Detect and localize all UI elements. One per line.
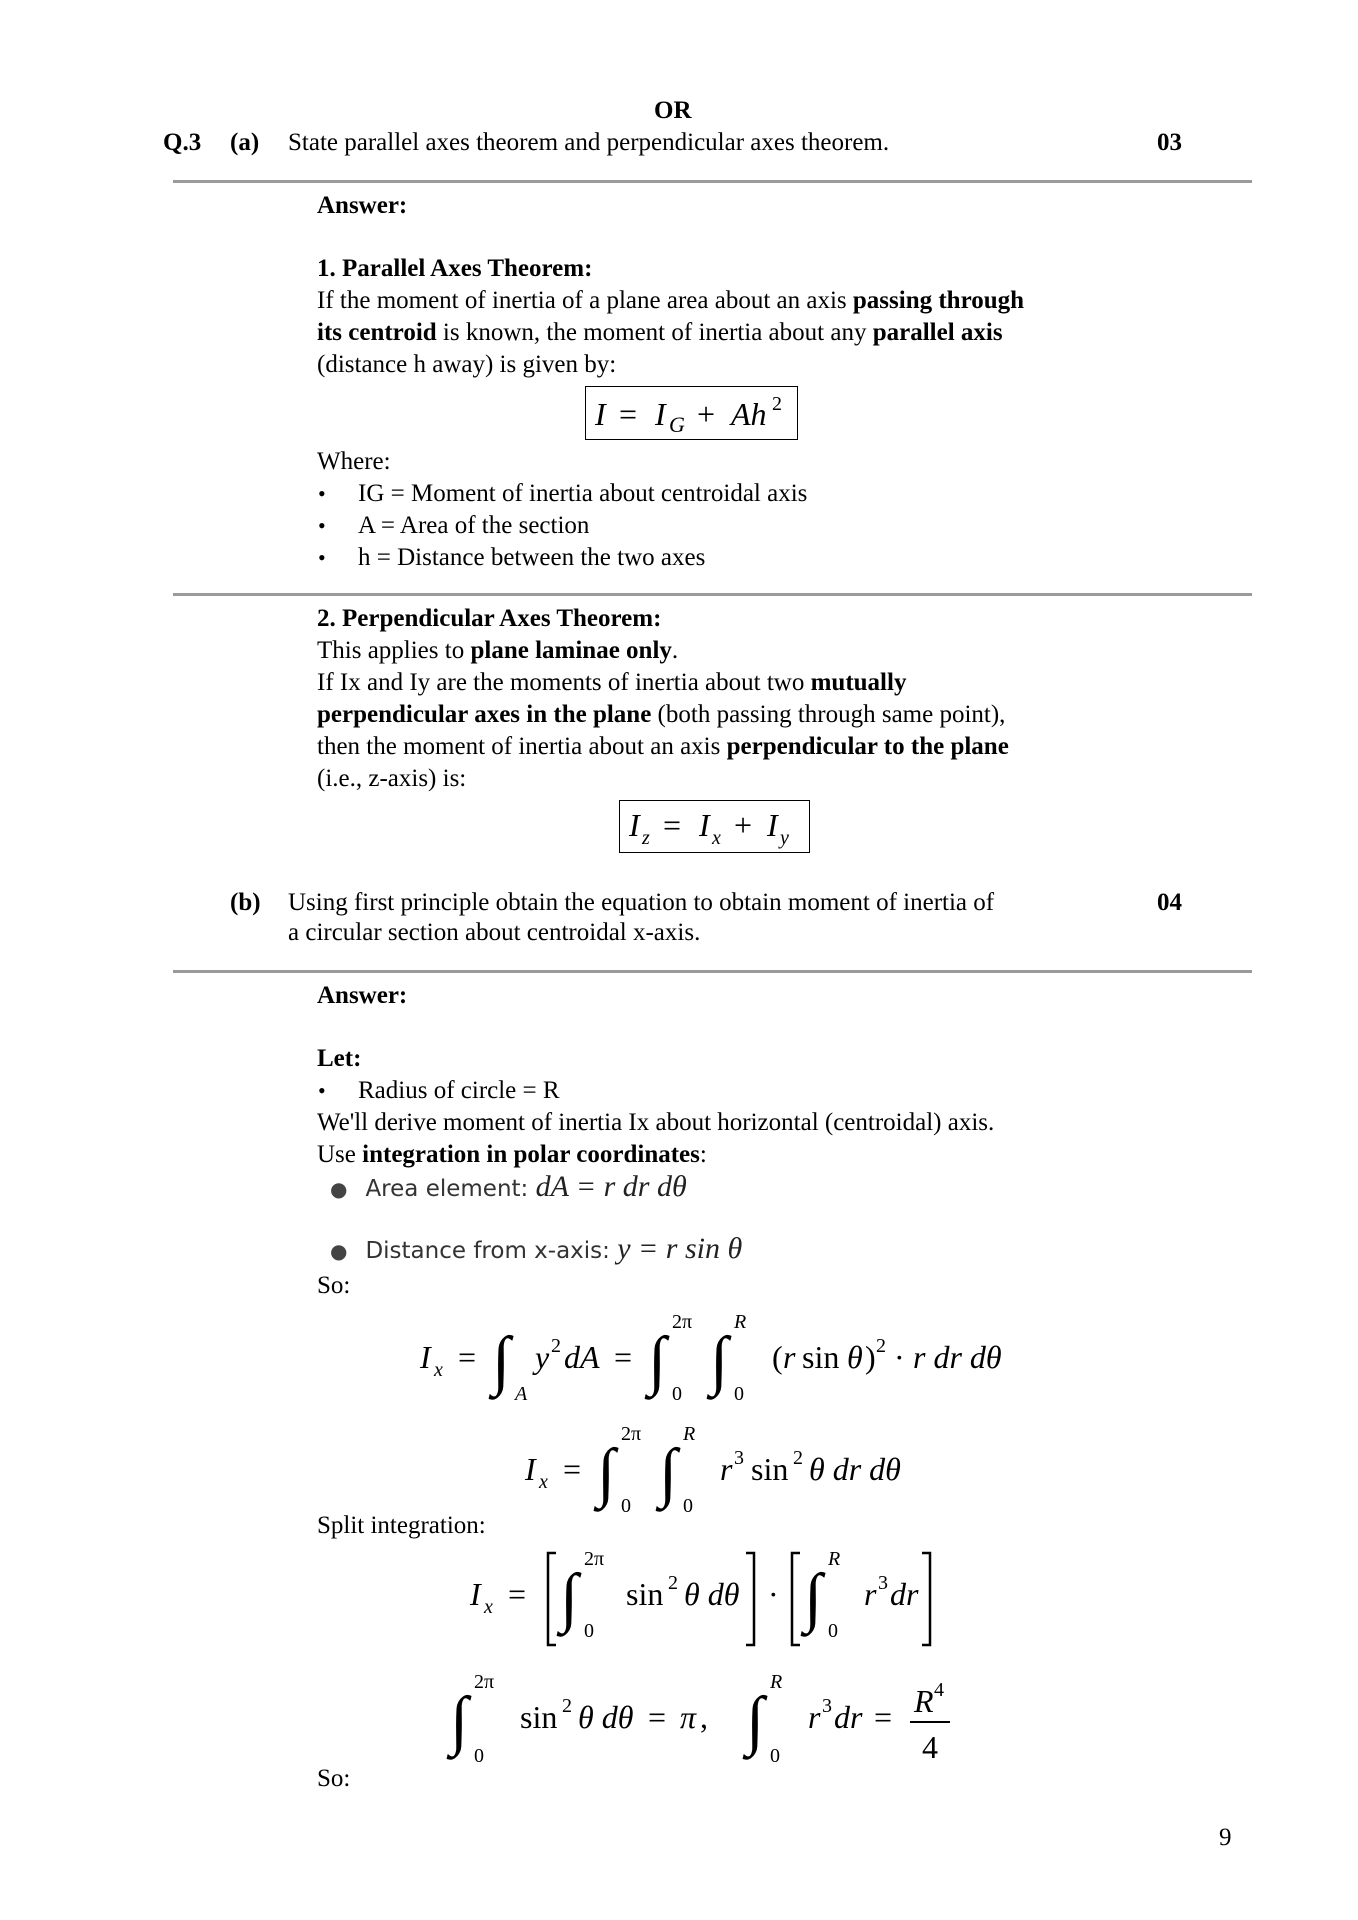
parallel-line-2-bold: its centroid — [317, 319, 437, 346]
perpendicular-line-1-bold: plane laminae only — [470, 637, 672, 664]
svg-text:=: = — [619, 396, 638, 432]
svg-text:=: = — [663, 807, 682, 843]
distance-item — [330, 1232, 742, 1266]
svg-text:sin: sin — [802, 1339, 840, 1375]
svg-text:R: R — [683, 1423, 696, 1445]
svg-text:=: = — [874, 1699, 893, 1735]
perpendicular-formula — [619, 800, 811, 854]
part-a-question: State parallel axes theorem and perpendicular axes theorem. — [288, 129, 890, 156]
svg-text:dr: dr — [834, 1699, 863, 1735]
question-number: Q.3 — [163, 129, 202, 156]
perpendicular-line-3-text: (both passing through same point), — [651, 701, 1006, 728]
svg-text:x: x — [484, 1596, 493, 1618]
svg-text:2: 2 — [793, 1447, 803, 1469]
svg-text:0: 0 — [621, 1495, 631, 1517]
svg-text:2π: 2π — [621, 1423, 642, 1445]
svg-text:∫: ∫ — [597, 1436, 616, 1509]
area-element-item — [330, 1170, 687, 1204]
bullet-dot: • — [318, 545, 326, 570]
derive-line: We'll derive moment of inertia Ix about horizontal (centroidal) axis. — [317, 1109, 995, 1136]
where-item-1: IG = Moment of inertia about centroidal axis — [358, 480, 808, 507]
svg-text:x: x — [434, 1359, 443, 1381]
perpendicular-line-2-text: If Ix and Iy are the moments of inertia about two — [317, 669, 811, 696]
svg-text:∫: ∫ — [746, 1684, 765, 1757]
bullet-dot: ● — [330, 1177, 348, 1201]
svg-text:·: · — [768, 1576, 779, 1612]
svg-text:sin: sin — [520, 1699, 558, 1735]
svg-text:I: I — [629, 807, 640, 843]
parallel-formula — [585, 386, 799, 441]
bullet-dot: • — [318, 1078, 326, 1103]
svg-text:+: + — [697, 396, 716, 432]
divider-3 — [173, 970, 1252, 973]
svg-text:∫: ∫ — [648, 1324, 667, 1397]
svg-text:x: x — [712, 827, 721, 849]
page-number: 9 — [1219, 1824, 1232, 1851]
svg-text:r: r — [783, 1339, 796, 1375]
svg-text:+: + — [734, 807, 753, 843]
divider-2 — [173, 593, 1252, 596]
perpendicular-line-1-text: This applies to — [317, 637, 471, 664]
use-line — [317, 1139, 707, 1171]
svg-text:): ) — [865, 1339, 876, 1375]
svg-text:I: I — [767, 807, 778, 843]
svg-text:A: A — [515, 1383, 528, 1405]
svg-text:R: R — [828, 1548, 841, 1570]
area-element-label: Area element: — [365, 1176, 536, 1202]
svg-text:I: I — [525, 1451, 536, 1487]
svg-text:=: = — [614, 1339, 633, 1375]
parallel-line-1-bold: passing through — [852, 287, 1025, 314]
svg-text:4: 4 — [934, 1679, 944, 1701]
distance-math: y = r sin θ — [617, 1232, 743, 1265]
svg-text:,: , — [700, 1699, 708, 1735]
svg-text:π: π — [680, 1699, 697, 1735]
perpendicular-line-4-text: then the moment of inertia about an axis — [317, 733, 727, 760]
equation-ix-simplified — [515, 1412, 935, 1522]
svg-text:0: 0 — [683, 1495, 693, 1517]
svg-text:2: 2 — [668, 1572, 678, 1594]
perpendicular-title: 2. Perpendicular Axes Theorem: — [317, 605, 662, 632]
so-label-1: So: — [317, 1272, 351, 1299]
svg-text:Ah: Ah — [731, 396, 767, 432]
svg-text:θ: θ — [847, 1339, 863, 1375]
svg-text:y: y — [535, 1339, 550, 1375]
svg-text:3: 3 — [734, 1447, 744, 1469]
svg-text:∫: ∫ — [450, 1684, 469, 1757]
use-line-end: : — [699, 1141, 707, 1168]
svg-text:dr: dr — [890, 1576, 919, 1612]
svg-text:0: 0 — [672, 1383, 682, 1405]
bullet-dot: ● — [330, 1239, 348, 1263]
svg-text:(: ( — [772, 1339, 783, 1375]
parallel-title: 1. Parallel Axes Theorem: — [317, 255, 593, 282]
svg-text:r: r — [720, 1451, 733, 1487]
svg-text:R: R — [770, 1671, 783, 1693]
svg-text:∫: ∫ — [659, 1436, 678, 1509]
svg-text:2π: 2π — [672, 1311, 693, 1333]
equation-ix-integral — [410, 1300, 1030, 1410]
svg-text:I: I — [699, 807, 710, 843]
perpendicular-line-1-end: . — [671, 637, 679, 664]
bullet-dot: • — [318, 513, 326, 538]
let-heading: Let: — [317, 1045, 362, 1072]
svg-text:∫: ∫ — [492, 1324, 511, 1397]
svg-text:θ dr dθ: θ dr dθ — [809, 1451, 901, 1487]
svg-text:0: 0 — [734, 1383, 744, 1405]
svg-text:G: G — [669, 412, 685, 437]
svg-text:θ dθ: θ dθ — [578, 1699, 634, 1735]
svg-text:y: y — [780, 827, 789, 849]
svg-text:0: 0 — [770, 1745, 780, 1767]
svg-text:r: r — [808, 1699, 821, 1735]
svg-text:0: 0 — [474, 1745, 484, 1767]
svg-text:z: z — [642, 827, 650, 849]
svg-text:4: 4 — [922, 1729, 938, 1765]
answer-a-heading: Answer: — [317, 192, 408, 219]
svg-text:=: = — [458, 1339, 477, 1375]
svg-text:I: I — [470, 1576, 481, 1612]
split-integration-label: Split integration: — [317, 1512, 486, 1539]
part-a-label: (a) — [230, 129, 260, 156]
svg-text:I: I — [595, 396, 606, 432]
svg-text:∫: ∫ — [560, 1561, 579, 1634]
parallel-line-2-text: is known, the moment of inertia about any — [436, 319, 873, 346]
svg-text:=: = — [508, 1576, 527, 1612]
use-line-text: Use — [317, 1141, 363, 1168]
svg-text:r: r — [864, 1576, 877, 1612]
where-label: Where: — [317, 448, 391, 475]
parallel-line-2 — [317, 317, 1003, 349]
use-line-bold: integration in polar coordinates — [362, 1141, 700, 1168]
bullet-dot: • — [318, 481, 326, 506]
svg-text:dA: dA — [564, 1339, 600, 1375]
svg-text:∫: ∫ — [710, 1324, 729, 1397]
svg-text:=: = — [648, 1699, 667, 1735]
svg-text:r dr dθ: r dr dθ — [913, 1339, 1002, 1375]
perpendicular-line-4 — [317, 731, 1009, 763]
perpendicular-line-4-bold: perpendicular to the plane — [726, 733, 1009, 760]
equation-ix-split — [460, 1535, 960, 1655]
part-b-question-line-1: Using first principle obtain the equation to obtain moment of inertia of — [288, 889, 995, 916]
part-b-question-line-2: a circular section about centroidal x-axis. — [288, 919, 701, 946]
perpendicular-line-3 — [317, 699, 1005, 731]
svg-text:sin: sin — [751, 1451, 789, 1487]
svg-text:·: · — [894, 1339, 905, 1375]
svg-text:∫: ∫ — [804, 1561, 823, 1634]
perpendicular-line-5: (i.e., z-axis) is: — [317, 765, 467, 792]
svg-text:R: R — [914, 1683, 934, 1719]
divider-1 — [173, 180, 1252, 183]
svg-text:3: 3 — [822, 1695, 832, 1717]
svg-text:2π: 2π — [584, 1548, 605, 1570]
svg-text:I: I — [655, 396, 666, 432]
svg-text:2: 2 — [562, 1695, 572, 1717]
svg-text:3: 3 — [878, 1572, 888, 1594]
parallel-line-1 — [317, 285, 1024, 317]
part-b-marks: 04 — [1157, 889, 1182, 916]
where-item-2: A = Area of the section — [358, 512, 590, 539]
distance-label: Distance from x-axis: — [365, 1238, 618, 1264]
area-element-math: dA = r dr dθ — [535, 1170, 687, 1203]
perpendicular-line-3-bold: perpendicular axes in the plane — [317, 701, 652, 728]
perpendicular-line-2-bold: mutually — [810, 669, 907, 696]
svg-text:0: 0 — [584, 1620, 594, 1642]
parallel-line-3: (distance h away) is given by: — [317, 351, 617, 378]
svg-text:I: I — [420, 1339, 431, 1375]
equation-integral-results — [440, 1660, 980, 1780]
svg-text:θ dθ: θ dθ — [684, 1576, 740, 1612]
perpendicular-line-1 — [317, 635, 678, 667]
svg-text:2: 2 — [876, 1335, 886, 1357]
svg-text:R: R — [734, 1311, 747, 1333]
perpendicular-line-2 — [317, 667, 906, 699]
parallel-line-2-bold2: parallel axis — [872, 319, 1003, 346]
answer-b-heading: Answer: — [317, 982, 408, 1009]
part-a-marks: 03 — [1157, 129, 1182, 156]
so-label-2: So: — [317, 1765, 351, 1792]
parallel-line-1-text: If the moment of inertia of a plane area about an axis — [317, 287, 853, 314]
part-b-label: (b) — [230, 889, 261, 916]
svg-text:2: 2 — [551, 1335, 561, 1357]
where-item-3: h = Distance between the two axes — [358, 544, 706, 571]
svg-text:=: = — [563, 1451, 582, 1487]
svg-text:2π: 2π — [474, 1671, 495, 1693]
svg-text:2: 2 — [772, 393, 782, 415]
or-heading: OR — [654, 97, 692, 124]
svg-text:0: 0 — [828, 1620, 838, 1642]
radius-item: Radius of circle = R — [358, 1077, 560, 1104]
svg-text:x: x — [539, 1471, 548, 1493]
svg-text:sin: sin — [626, 1576, 664, 1612]
